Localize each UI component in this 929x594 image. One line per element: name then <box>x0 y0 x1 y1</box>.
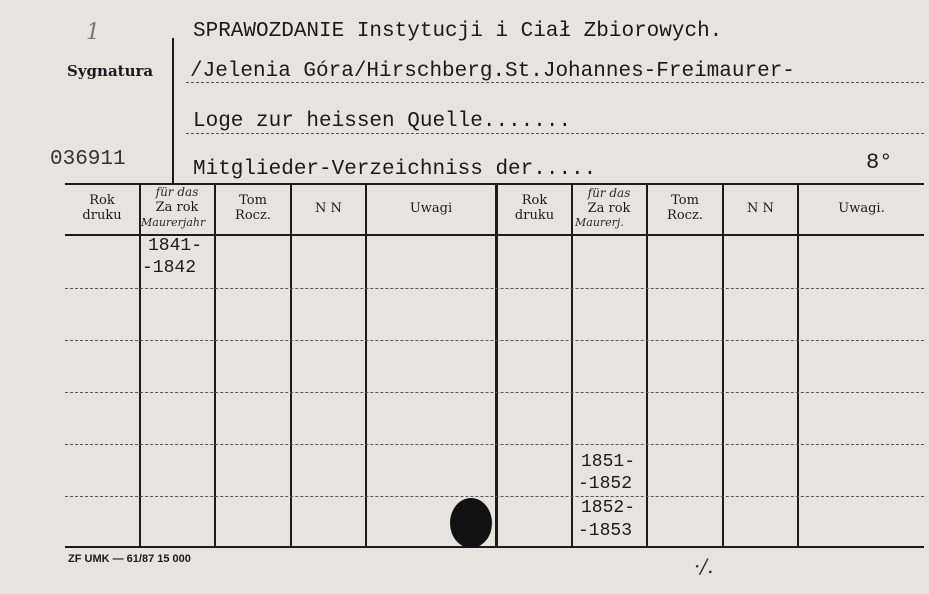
header-za-rok-left: Za rok <box>155 200 199 215</box>
col-line <box>571 183 573 547</box>
header-uwagi-right: Uwagi. <box>838 201 885 216</box>
title-line-4: Mitglieder-Verzeichniss der..... <box>193 158 597 181</box>
entry-year: -1842 <box>142 258 197 278</box>
col-line <box>290 183 292 547</box>
title-line-2-rule <box>186 82 924 83</box>
title-line-2: /Jelenia Góra/Hirschberg.St.Johannes-Freimaurer- <box>190 60 795 83</box>
handwritten-fur-das-right: für das <box>587 186 631 200</box>
col-line <box>214 183 216 547</box>
col-line <box>722 183 724 547</box>
header-nn-left: N N <box>315 201 342 216</box>
header-nn-right: N N <box>747 201 774 216</box>
header-tom-right: Tom Rocz. <box>667 193 703 223</box>
entry-year: 1852- <box>581 498 636 518</box>
format-mark: 8° <box>866 150 893 175</box>
card-heading: SPRAWOZDANIE Instytucji i Ciał Zbiorowych. <box>193 20 723 43</box>
col-line <box>797 183 799 547</box>
entry-year: 1841- <box>148 236 203 256</box>
row-rule <box>65 340 924 341</box>
header-za-rok-right: Za rok <box>587 201 631 216</box>
col-line <box>139 183 141 547</box>
handwritten-maurerjahr-left: Maurerjahr <box>141 216 206 229</box>
title-line-3: Loge zur heissen Quelle....... <box>193 110 572 133</box>
handwritten-fur-das-left: für das <box>155 185 199 199</box>
row-rule <box>65 392 924 393</box>
header-rok-druku-right: Rok druku <box>514 193 555 223</box>
col-line-center <box>495 183 498 547</box>
card-footer-print: ZF UMK — 61/87 15 000 <box>68 553 191 565</box>
sygnatura-label: Sygnatura <box>67 62 154 80</box>
entry-year: 1851- <box>581 452 636 472</box>
row-rule <box>65 496 924 497</box>
col-line <box>365 183 367 547</box>
handwritten-maurerj-right: Maurerj. <box>575 216 624 229</box>
signature-number: 036911 <box>50 148 126 171</box>
footer-mark: ·/. <box>694 554 714 578</box>
row-rule <box>65 288 924 289</box>
entry-year: -1852 <box>578 474 633 494</box>
row-rule <box>65 444 924 445</box>
col-line <box>646 183 648 547</box>
card-number-mark: 1 <box>86 20 100 45</box>
card-punch-hole <box>450 498 492 548</box>
header-tom-left: Tom Rocz. <box>235 193 271 223</box>
header-rok-druku-left: Rok druku <box>82 193 122 223</box>
title-line-3-rule <box>186 133 924 134</box>
header-uwagi-left: Uwagi <box>409 201 453 216</box>
title-divider <box>172 38 174 184</box>
entry-year: -1853 <box>578 521 633 541</box>
